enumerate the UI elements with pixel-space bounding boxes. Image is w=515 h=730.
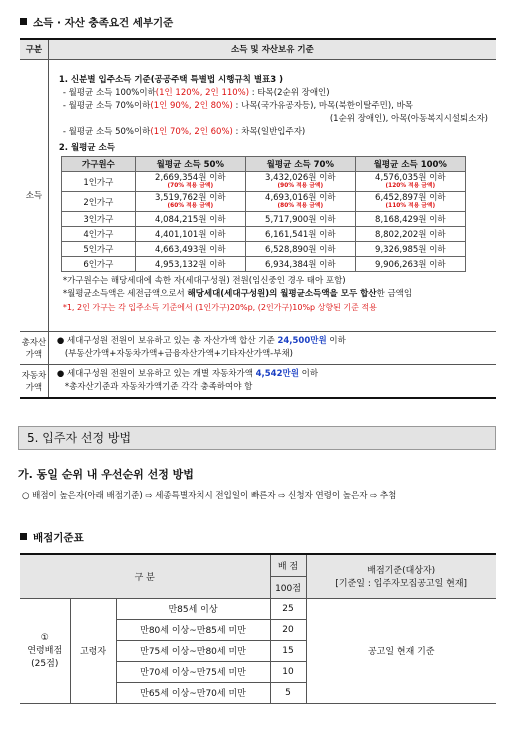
square-bullet-icon (20, 18, 27, 25)
score-cell: 15 (270, 640, 306, 661)
inc-header-70: 월평균 소득 70% (245, 157, 355, 172)
income-cell: 6,161,541원 이하 (245, 227, 355, 242)
income-cell: 6,934,384원 이하 (245, 257, 355, 272)
income-cell: 8,802,202원 이하 (355, 227, 465, 242)
note-household: *가구원수는 해당세대에 속한 자(세대구성원) 전원(임신중인 경우 태아 포함) (62, 276, 346, 286)
income-cell: 4,693,016원 이하 (80% 적용 금액) (245, 192, 355, 212)
income-asset-criteria-table (20, 38, 496, 399)
note-income: *월평균소득액은 세전금액으로서 해당세대(세대구성원)의 월평균소득액을 모두 합산한 금액임 (62, 289, 413, 299)
table-row (61, 257, 465, 272)
household-cell: 3인가구 (61, 212, 135, 227)
household-cell: 6인가구 (61, 257, 135, 272)
note-1-2-person: *1, 2인 가구는 각 입주소득 기준에서 (1인가구)20%p, (2인가구)10%p 상향된 기준 적용 (62, 303, 377, 312)
circle-bullet-icon: ○ (22, 491, 30, 501)
table-row (61, 227, 465, 242)
age-range-cell: 만85세 이상 (116, 598, 270, 619)
income-cell: 2,669,354원 이하 (70% 적용 금액) (135, 172, 245, 192)
section-title-income-asset: 소득 · 자산 충족요건 세부기준 (20, 15, 173, 30)
table-row (61, 172, 465, 192)
item1-title: 1. 신분별 입주소득 기준(공공주택 특별법 시행규칙 별표3 ) (58, 75, 284, 85)
table-row (61, 242, 465, 257)
household-cell: 4인가구 (61, 227, 135, 242)
car-note: *총자산기준과 자동차가액기준 각각 충족하여야 함 (64, 381, 253, 392)
section-5-heading: 5. 입주자 선정 방법 (18, 426, 496, 450)
household-cell: 5인가구 (61, 242, 135, 257)
income-cell: 9,326,985원 이하 (355, 242, 465, 257)
score-header-total: 100점 (270, 576, 306, 598)
income-cell: 9,906,263원 이하 (355, 257, 465, 272)
subcategory-elderly: 고령자 (70, 598, 116, 703)
income-cell: 4,663,493원 이하 (135, 242, 245, 257)
income-cell: 5,717,900원 이하 (245, 212, 355, 227)
income-criteria-cell (48, 59, 496, 331)
table-row (61, 192, 465, 212)
table-row (61, 212, 465, 227)
square-bullet-icon (20, 533, 27, 540)
asset-formula: (부동산가액+자동차가액+금융자산가액+기타자산가액-부채) (64, 348, 293, 359)
income-cell: 3,432,026원 이하 (90% 적용 금액) (245, 172, 355, 192)
income-cell: 4,953,132원 이하 (135, 257, 245, 272)
income-line-50: - 월평균 소득 50%이하(1인 70%, 2인 60%) : 차목(일반입주자) (62, 127, 306, 137)
score-header-gubun: 구 분 (20, 554, 270, 598)
age-range-cell: 만65세 이상~만70세 미만 (116, 682, 270, 703)
score-cell: 10 (270, 661, 306, 682)
income-cell: 4,401,101원 이하 (135, 227, 245, 242)
income-cell: 4,084,215원 이하 (135, 212, 245, 227)
section-title-score: 배점기준표 (20, 530, 84, 545)
criteria-cell: 공고일 현재 기준 (306, 598, 496, 703)
total-asset-cell (48, 331, 496, 364)
score-header-points: 배 점 (270, 554, 306, 576)
income-cell: 6,528,890원 이하 (245, 242, 355, 257)
inc-header-50: 월평균 소득 50% (135, 157, 245, 172)
row-label-car: 자동차 가액 (20, 364, 48, 398)
income-cell: 3,519,762원 이하 (60% 적용 금액) (135, 192, 245, 212)
car-line: ● 세대구성원 전원이 보유하고 있는 개별 자동차가액 4,542만원 이하 (56, 368, 319, 379)
score-cell: 5 (270, 682, 306, 703)
column-header-category: 구분 (20, 39, 48, 59)
priority-order-line: ○ 배점이 높은자(아래 배점기준) ⇨ 세종특별자치시 전입일이 빠른자 ⇨ 신청자 연령이 높은자 ⇨ 추첨 (22, 491, 397, 501)
income-cell: 8,168,429원 이하 (355, 212, 465, 227)
age-range-cell: 만75세 이상~만80세 미만 (116, 640, 270, 661)
score-cell: 25 (270, 598, 306, 619)
inc-header-100: 월평균 소득 100% (355, 157, 465, 172)
asset-line: ● 세대구성원 전원이 보유하고 있는 총 자산가액 합산 기준 24,500만원 이하 (56, 335, 346, 346)
score-header-criteria: 배점기준(대상자) [기준일 : 입주자모집공고일 현재] (306, 554, 496, 598)
car-asset-cell (48, 364, 496, 398)
category-age-score: ① 연령배점 (25점) (20, 598, 70, 703)
item2-title: 2. 월평균 소득 (58, 143, 115, 153)
income-cell: 6,452,897원 이하 (110% 적용 금액) (355, 192, 465, 212)
household-cell: 2인가구 (61, 192, 135, 212)
monthly-income-table (61, 156, 466, 272)
income-line-100: - 월평균 소득 100%이하(1인 120%, 2인 110%) : 타목(2순위 장애인) (62, 88, 330, 98)
column-header-criteria: 소득 및 자산보유 기준 (48, 39, 496, 59)
income-line-70: - 월평균 소득 70%이하(1인 90%, 2인 80%) : 나목(국가유공자등), 마목(북한이탈주민), 바목 (62, 101, 413, 111)
subsection-title-priority: 가. 동일 순위 내 우선순위 선정 방법 (18, 468, 194, 481)
age-range-cell: 만70세 이상~만75세 미만 (116, 661, 270, 682)
income-line-70-cont: (1순위 장애인), 아목(아동복지시설퇴소자) (329, 114, 488, 124)
inc-header-household: 가구원수 (61, 157, 135, 172)
age-range-cell: 만80세 이상~만85세 미만 (116, 619, 270, 640)
score-criteria-table (20, 553, 496, 704)
row-label-income: 소득 (20, 59, 48, 331)
score-cell: 20 (270, 619, 306, 640)
income-cell: 4,576,035원 이하 (120% 적용 금액) (355, 172, 465, 192)
household-cell: 1인가구 (61, 172, 135, 192)
row-label-total-asset: 총자산 가액 (20, 331, 48, 364)
